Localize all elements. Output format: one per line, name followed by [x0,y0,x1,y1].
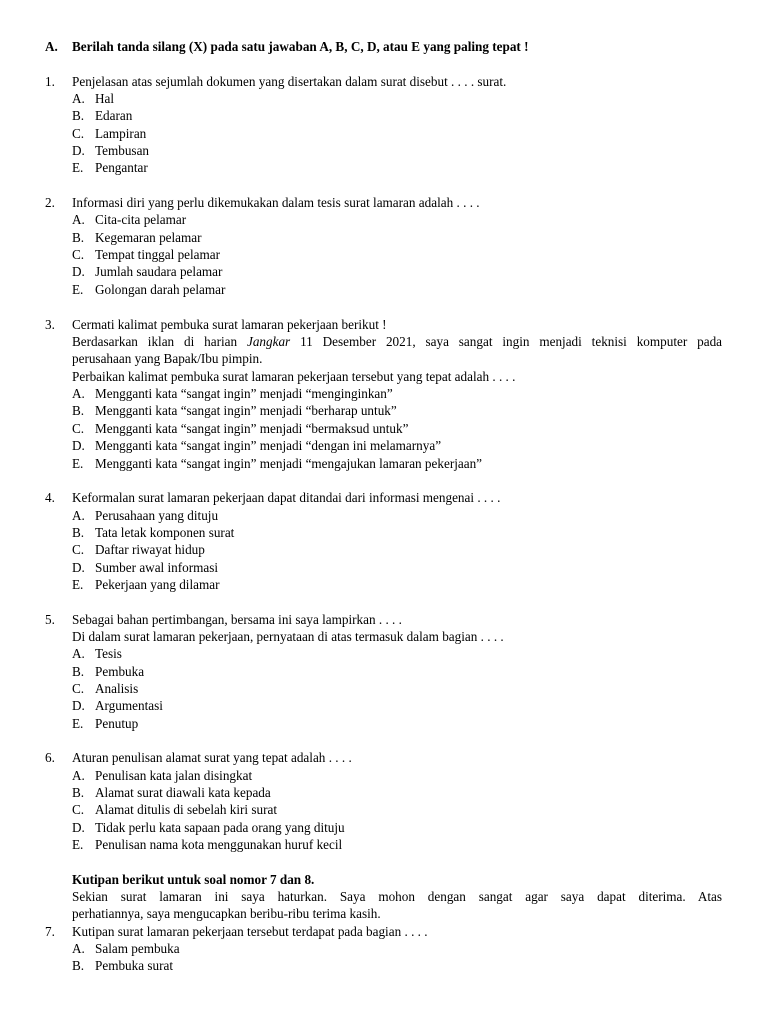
option-text: Pembuka surat [95,958,174,973]
option-text: Daftar riwayat hidup [95,542,205,557]
option-text: Golongan darah pelamar [95,282,226,297]
question-number: 6. [45,750,55,765]
option-text: Hal [95,91,115,106]
option-item[interactable] [0,125,768,143]
option-letter: C. [72,126,85,141]
option-letter: D. [72,264,85,279]
option-letter: A. [72,508,85,523]
option-letter: A. [72,212,85,227]
question-text: Kutipan surat lamaran pekerjaan tersebut terdapat pada bagian . . . . [72,924,428,939]
question-text: Cermati kalimat pembuka surat lamaran pekerjaan berikut ! [72,317,387,332]
option-letter: E. [72,716,84,731]
question-5 [0,611,768,629]
option-item[interactable] [0,437,768,455]
option-text: Penulisan nama kota menggunakan huruf kecil [95,837,343,852]
excerpt-text: Sekian surat lamaran ini saya haturkan. Saya mohon dengan sangat agar saya dapat diterima. Atas [72,889,722,904]
option-text: Argumentasi [95,698,163,713]
option-text: Pembuka [95,664,145,679]
option-text: Mengganti kata “sangat ingin” menjadi “dengan ini melamarnya” [95,438,442,453]
question-prompt [0,628,768,646]
option-text: Alamat surat diawali kata kepada [95,785,271,800]
option-item[interactable] [0,576,768,594]
question-4 [0,489,768,507]
option-letter: C. [72,247,85,262]
option-letter: D. [72,560,85,575]
option-text: Tembusan [95,143,150,158]
option-letter: D. [72,698,85,713]
question-text: Keformalan surat lamaran pekerjaan dapat ditandai dari informasi mengenai . . . . [72,490,501,505]
excerpt-line [0,888,768,906]
option-letter: E. [72,577,84,592]
question-2 [0,194,768,212]
option-letter: E. [72,282,84,297]
question-1 [0,73,768,91]
option-item[interactable] [0,559,768,577]
option-text: Cita-cita pelamar [95,212,187,227]
section-instruction [0,38,768,56]
option-letter: E. [72,160,84,175]
question-number: 5. [45,612,55,627]
option-text: Kegemaran pelamar [95,230,202,245]
quote-line [0,350,768,368]
option-text: Mengganti kata “sangat ingin” menjadi “menginginkan” [95,386,393,401]
option-text: Pengantar [95,160,148,175]
prompt-text: Perbaikan kalimat pembuka surat lamaran pekerjaan tersebut yang tepat adalah . . . . [72,369,516,384]
option-letter: A. [72,768,85,783]
option-item[interactable] [0,697,768,715]
option-letter: A. [72,386,85,401]
question-number: 4. [45,490,55,505]
option-text: Penutup [95,716,139,731]
option-text: Jumlah saudara pelamar [95,264,223,279]
option-letter: B. [72,230,85,245]
option-item[interactable] [0,142,768,160]
option-item[interactable] [0,663,768,681]
option-item[interactable] [0,645,768,663]
option-text: Alamat ditulis di sebelah kiri surat [95,802,278,817]
option-text: Mengganti kata “sangat ingin” menjadi “mengajukan lamaran pekerjaan” [95,456,483,471]
option-text: Tata letak komponen surat [95,525,235,540]
option-item[interactable] [0,385,768,403]
quote-text: perusahaan yang Bapak/Ibu pimpin. [72,351,263,366]
question-number: 1. [45,74,55,89]
option-item[interactable] [0,940,768,958]
option-letter: A. [72,646,85,661]
option-item[interactable] [0,455,768,473]
option-letter: B. [72,664,85,679]
excerpt-heading-text: Kutipan berikut untuk soal nomor 7 dan 8. [72,872,315,887]
option-letter: D. [72,820,85,835]
option-text: Sumber awal informasi [95,560,219,575]
option-letter: B. [72,525,85,540]
option-text: Mengganti kata “sangat ingin” menjadi “berharap untuk” [95,403,397,418]
option-text: Mengganti kata “sangat ingin” menjadi “bermaksud untuk” [95,421,409,436]
option-item[interactable] [0,541,768,559]
option-letter: B. [72,785,85,800]
option-text: Penulisan kata jalan disingkat [95,768,253,783]
option-text: Tesis [95,646,122,661]
question-text: Penjelasan atas sejumlah dokumen yang disertakan dalam surat disebut . . . . surat. [72,74,507,89]
option-text: Perusahaan yang dituju [95,508,219,523]
option-text: Edaran [95,108,133,123]
option-letter: C. [72,421,85,436]
question-text: Sebagai bahan pertimbangan, bersama ini saya lampirkan . . . . [72,612,402,627]
question-6 [0,749,768,767]
option-item[interactable] [0,819,768,837]
option-letter: D. [72,438,85,453]
option-letter: B. [72,958,85,973]
option-item[interactable] [0,211,768,229]
option-item[interactable] [0,107,768,125]
question-number: 3. [45,317,55,332]
section-instruction-text: Berilah tanda silang (X) pada satu jawaban A, B, C, D, atau E yang paling tepat ! [72,39,529,54]
option-letter: C. [72,542,85,557]
option-item[interactable] [0,159,768,177]
option-letter: C. [72,681,85,696]
question-text: Informasi diri yang perlu dikemukakan dalam tesis surat lamaran adalah . . . . [72,195,480,210]
option-text: Salam pembuka [95,941,180,956]
option-item[interactable] [0,680,768,698]
prompt-text: Di dalam surat lamaran pekerjaan, pernyataan di atas termasuk dalam bagian . . . . [72,629,504,644]
option-letter: C. [72,802,85,817]
option-item[interactable] [0,836,768,854]
option-text: Tempat tinggal pelamar [95,247,221,262]
option-letter: B. [72,403,85,418]
question-number: 2. [45,195,55,210]
newspaper-name: Jangkar [246,334,291,349]
excerpt-line [0,905,768,923]
option-item[interactable] [0,784,768,802]
option-item[interactable] [0,767,768,785]
option-text: Analisis [95,681,139,696]
option-item[interactable] [0,246,768,264]
option-item[interactable] [0,524,768,542]
option-letter: B. [72,108,85,123]
option-text: Lampiran [95,126,147,141]
question-prompt [0,368,768,386]
option-item[interactable] [0,281,768,299]
option-letter: E. [72,456,84,471]
quote-line [0,333,768,351]
option-item[interactable] [0,90,768,108]
quote-text: Berdasarkan iklan di harian Jangkar 11 Desember 2021, saya sangat ingin menjadi teknisi komputer pada [72,334,723,349]
option-letter: D. [72,143,85,158]
question-3 [0,316,768,334]
excerpt-heading [0,871,768,889]
option-item[interactable] [0,715,768,733]
option-item[interactable] [0,229,768,247]
excerpt-text: perhatiannya, saya mengucapkan beribu-ribu terima kasih. [72,906,381,921]
section-label: A. [45,39,58,54]
question-number: 7. [45,924,55,939]
option-text: Tidak perlu kata sapaan pada orang yang dituju [95,820,345,835]
option-letter: E. [72,837,84,852]
option-item[interactable] [0,402,768,420]
option-item[interactable] [0,801,768,819]
question-7 [0,923,768,941]
option-item[interactable] [0,420,768,438]
option-text: Pekerjaan yang dilamar [95,577,220,592]
option-item[interactable] [0,263,768,281]
question-text: Aturan penulisan alamat surat yang tepat adalah . . . . [72,750,352,765]
option-item[interactable] [0,507,768,525]
option-item[interactable] [0,957,768,975]
option-letter: A. [72,91,85,106]
option-letter: A. [72,941,85,956]
